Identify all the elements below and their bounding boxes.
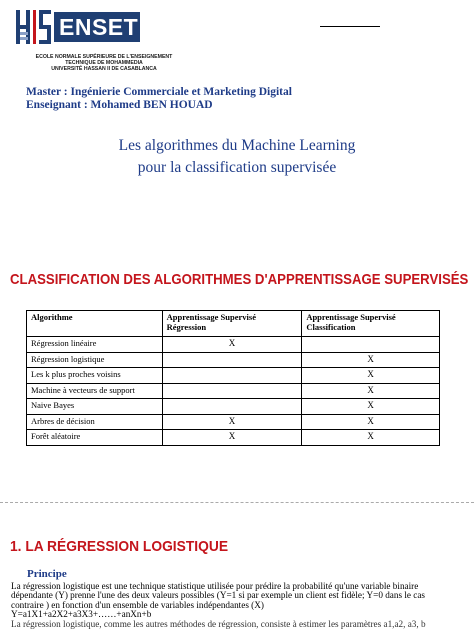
- paragraph-line: contraire ) en fonction d'un ensemble de variables indépendantes (X): [11, 599, 264, 610]
- teacher-line: Enseignant : Mohamed BEN HOUAD: [26, 99, 213, 111]
- column-header-algorithm: Algorithme: [27, 311, 163, 337]
- table-cell-classification: [302, 337, 440, 353]
- table-cell-algorithm: Les k plus proches voisins: [27, 368, 163, 384]
- institution-name: [16, 54, 192, 73]
- table-cell-regression: [162, 368, 302, 384]
- title-line-2: pour la classification supervisée: [137, 159, 337, 176]
- column-header-classification: [302, 311, 440, 337]
- table-cell-regression: X: [162, 414, 302, 430]
- table-row: [27, 352, 440, 368]
- document-title: [0, 135, 474, 179]
- table-cell-algorithm: Machine à vecteurs de support: [27, 383, 163, 399]
- master-line: Master : Ingénierie Commerciale et Marketing Digital: [26, 86, 292, 98]
- page-break-divider: [0, 502, 474, 503]
- table-row: [27, 430, 440, 446]
- table-row: [27, 414, 440, 430]
- section-heading-classification: CLASSIFICATION DES ALGORITHMES D'APPRENTISSAGE SUPERVISÉS: [10, 271, 469, 288]
- table-cell-regression: X: [162, 337, 302, 353]
- principle-paragraph: [11, 582, 463, 629]
- table-cell-algorithm: Régression logistique: [27, 352, 163, 368]
- table-cell-classification: X: [302, 368, 440, 384]
- logo-name: ENSET: [59, 14, 139, 40]
- section-heading-logistic-regression: 1. LA RÉGRESSION LOGISTIQUE: [10, 538, 229, 555]
- table-cell-regression: [162, 383, 302, 399]
- table-row: [27, 399, 440, 415]
- table-row: [27, 383, 440, 399]
- ui-logo-mark-icon: [14, 8, 54, 48]
- subheading-principe: Principe: [27, 568, 67, 580]
- table-cell-classification: X: [302, 399, 440, 415]
- institution-line: ECOLE NORMALE SUPÉRIEURE DE L'ENSEIGNEMENT: [35, 54, 173, 60]
- column-header-regression: [162, 311, 302, 337]
- course-meta: [26, 86, 292, 112]
- table-row: [27, 337, 440, 353]
- institution-logo: [14, 8, 190, 82]
- paragraph-line: La régression logistique est une technique statistique utilisée pour prédire la probabilité qu'une variable binaire: [11, 581, 419, 591]
- algorithm-table: [26, 310, 440, 446]
- title-line-1: Les algorithmes du Machine Learning: [118, 137, 356, 154]
- table-cell-classification: X: [302, 414, 440, 430]
- table-cell-regression: [162, 352, 302, 368]
- table-cell-classification: X: [302, 352, 440, 368]
- table-header-row: [27, 311, 440, 337]
- institution-line: UNIVERSITÉ HASSAN II DE CASABLANCA: [51, 66, 157, 73]
- institution-line: TECHNIQUE DE MOHAMMEDIA: [65, 60, 143, 67]
- paragraph-line: La régression logistique, comme les autres méthodes de régression, consiste à estimer les paramètres a1,a2, a3, b: [11, 618, 426, 629]
- table-cell-algorithm: Arbres de décision: [27, 414, 163, 430]
- column-header-regression-text: Apprentissage Supervisé Régression: [166, 312, 256, 332]
- table-row: [27, 368, 440, 384]
- table-cell-algorithm: Naive Bayes: [27, 399, 163, 415]
- column-header-classification-text: Apprentissage Supervisé Classification: [306, 312, 396, 332]
- table-cell-classification: X: [302, 430, 440, 446]
- table-cell-algorithm: Forêt aléatoire: [27, 430, 163, 446]
- table-cell-regression: X: [162, 430, 302, 446]
- top-divider: [320, 26, 380, 27]
- paragraph-line: dépendante (Y) prenne l'une des deux valeurs possibles (Y=1 si par exemple un client est fidèle; Y=0 dans le cas: [11, 590, 426, 601]
- table-cell-classification: X: [302, 383, 440, 399]
- equation-line: Y=a1X1+a2X2+a3X3+……+anXn+b: [11, 609, 152, 620]
- table-cell-regression: [162, 399, 302, 415]
- table-cell-algorithm: Régression linéaire: [27, 337, 163, 353]
